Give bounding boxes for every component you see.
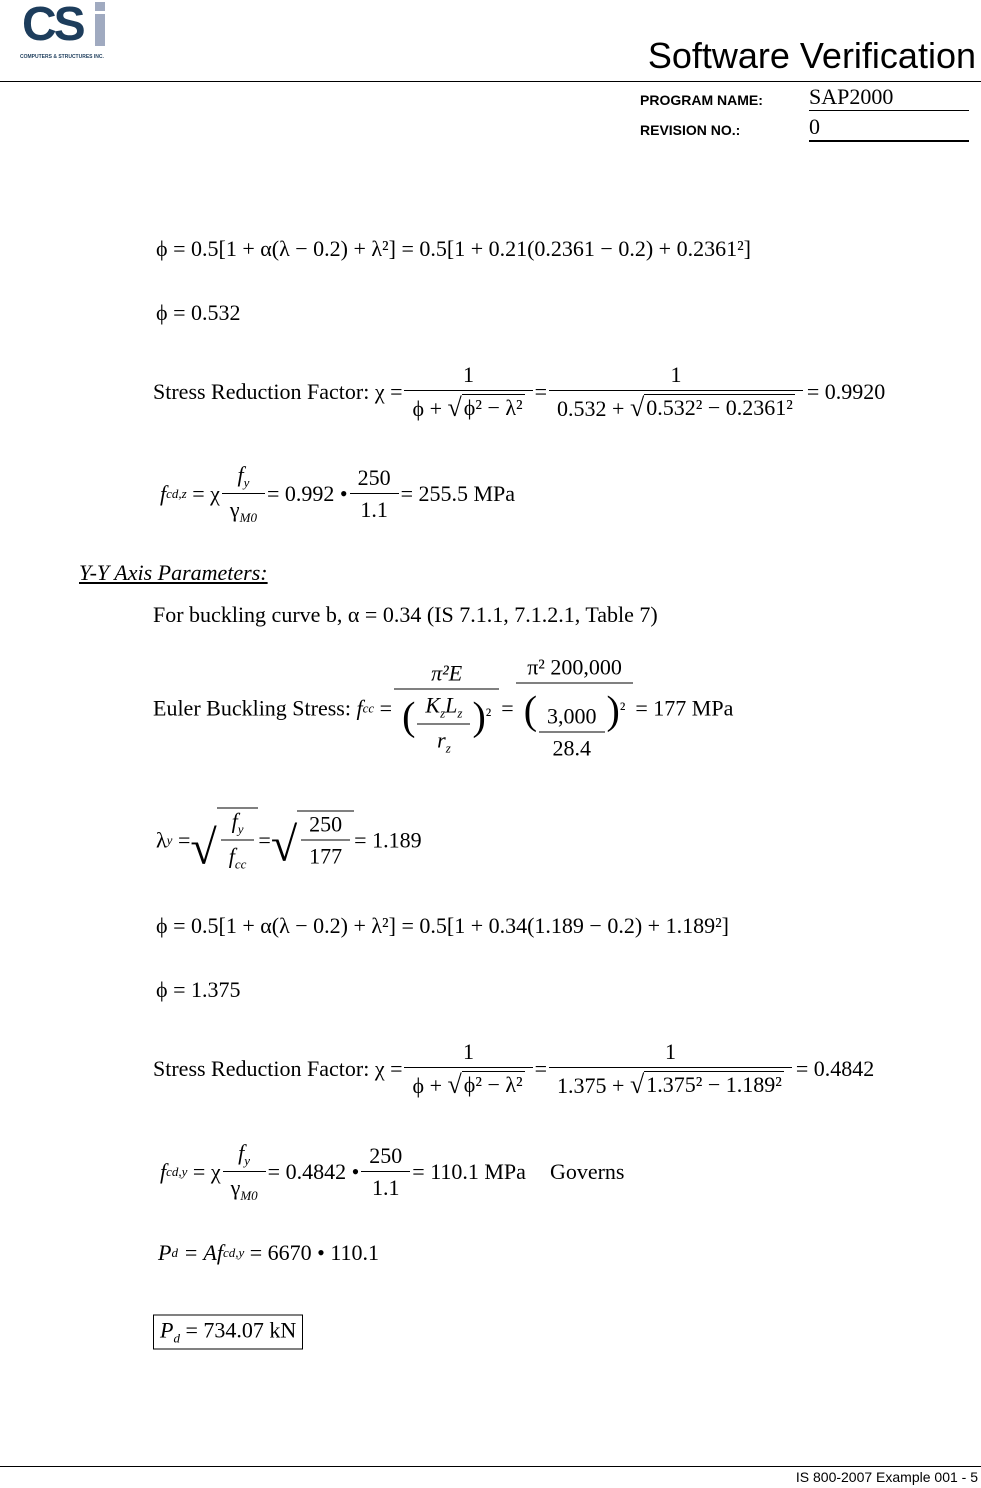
fcd-result: = 255.5 MPa	[400, 481, 516, 506]
denominator: 1.1	[360, 497, 388, 522]
pd-result-value: = 734.07 kN	[185, 1317, 297, 1343]
chi: = χ	[192, 1159, 221, 1184]
subscript: z	[457, 705, 463, 720]
phi-result-z: ϕ = 0.532	[156, 300, 241, 325]
euler-label: Euler Buckling Stress:	[153, 695, 351, 720]
subscript: M0	[240, 1188, 258, 1203]
revision-value: 0	[809, 114, 969, 142]
pd-result	[153, 1315, 303, 1350]
pd-result-box	[153, 1315, 303, 1350]
denominator	[520, 684, 630, 762]
fraction	[226, 462, 261, 526]
fraction	[225, 809, 251, 873]
radicand: 0.532² − 0.2361²	[646, 395, 793, 420]
den-text: 1.375 +	[557, 1073, 630, 1098]
numerator: 1	[404, 1039, 532, 1068]
lambda-equation	[156, 808, 422, 873]
den-text: ϕ +	[412, 1073, 448, 1098]
sqrt	[630, 394, 795, 421]
euler-equation	[153, 655, 733, 762]
sqrt-icon: √	[629, 393, 645, 422]
numerator: 1	[404, 362, 532, 391]
r: r	[437, 727, 446, 752]
sqrt-icon: √	[447, 393, 462, 422]
sqrt	[447, 1071, 524, 1098]
gamma: γ	[229, 497, 240, 522]
denominator: 1.1	[372, 1175, 400, 1200]
sqrt-icon: √	[190, 821, 217, 875]
subscript: d	[171, 1245, 178, 1260]
subscript: cc	[234, 856, 247, 872]
subscript: y	[237, 821, 244, 837]
subscript: cd,y	[222, 1245, 245, 1260]
k: K	[425, 692, 441, 717]
fraction	[553, 362, 799, 422]
fcd-mid: = 0.992 •	[266, 481, 348, 506]
fy: f	[231, 808, 238, 834]
equals: =	[177, 827, 191, 852]
inner-fraction	[543, 704, 601, 762]
f-symbol: f	[356, 695, 363, 720]
logo-subtitle: COMPUTERS & STRUCTURES INC.	[20, 54, 104, 60]
radicand	[217, 808, 259, 873]
srf-equation-z	[153, 362, 885, 422]
f-symbol: f	[160, 481, 167, 506]
den-text: 0.532 +	[557, 396, 630, 421]
fy: f	[238, 1140, 245, 1165]
logo-bar	[95, 14, 105, 46]
denominator: 177	[309, 843, 343, 869]
denominator	[226, 494, 261, 526]
chi: χ =	[374, 379, 403, 404]
equals: =	[534, 379, 548, 404]
numerator: 1	[549, 362, 803, 391]
sqrt	[630, 1071, 784, 1098]
subscript: cd,y	[166, 1164, 188, 1179]
phi-result-y: ϕ = 1.375	[156, 977, 241, 1002]
program-name-value: SAP2000	[809, 84, 969, 111]
denominator	[225, 841, 251, 873]
left-paren: (	[402, 693, 416, 739]
left-paren: (	[523, 687, 538, 733]
numerator	[221, 809, 255, 841]
subscript: d	[173, 1330, 180, 1346]
exponent: ²	[619, 699, 626, 720]
footer-page-label: IS 800-2007 Example 001 - 5	[795, 1469, 978, 1485]
fcd-mid: = 0.4842 •	[267, 1159, 360, 1184]
header-divider	[0, 81, 981, 82]
fraction	[305, 812, 346, 870]
denominator	[408, 1068, 528, 1099]
fraction	[408, 1039, 528, 1099]
denominator	[553, 1068, 788, 1099]
srf-label: Stress Reduction Factor:	[153, 379, 370, 404]
srf-label: Stress Reduction Factor:	[153, 1056, 370, 1081]
numerator: 1	[549, 1039, 792, 1068]
equals: =	[379, 695, 393, 720]
logo-letters: CS	[22, 0, 83, 51]
subscript: y	[244, 1153, 251, 1168]
subscript: z	[445, 740, 451, 755]
right-paren: )	[606, 687, 620, 733]
program-name-label: PROGRAM NAME:	[640, 92, 763, 108]
p-symbol: P	[160, 1317, 174, 1343]
numerator	[223, 1140, 266, 1172]
chi: χ =	[374, 1056, 403, 1081]
numerator	[417, 692, 470, 724]
srf-equation-y	[153, 1039, 874, 1099]
sqrt	[271, 811, 354, 870]
sqrt	[447, 394, 524, 421]
exponent: ²	[485, 704, 492, 725]
sqrt-icon: √	[270, 818, 298, 872]
page-title: Software Verification	[647, 35, 976, 76]
denominator	[433, 724, 455, 756]
section-heading: Y-Y Axis Parameters:	[79, 560, 268, 585]
fcd-result: = 110.1 MPa	[412, 1159, 526, 1184]
pd-values: = 6670 • 110.1	[249, 1240, 380, 1265]
euler-result: = 177 MPa	[635, 695, 734, 720]
pd-eq: = Af	[183, 1240, 223, 1265]
equals: =	[501, 695, 514, 720]
subscript: z	[440, 705, 446, 720]
sqrt-icon: √	[447, 1070, 462, 1099]
subscript: cd,z	[166, 486, 187, 501]
denominator	[227, 1172, 262, 1204]
denominator	[408, 391, 528, 422]
denominator: 28.4	[552, 735, 592, 761]
l: L	[445, 692, 458, 717]
footer-divider	[0, 1466, 981, 1467]
fcd-equation-z	[160, 462, 515, 526]
csi-logo	[4, 0, 116, 66]
phi-equation-y: ϕ = 0.5[1 + α(λ − 0.2) + λ²] = 0.5[1 + 0.34(1.189 − 0.2) + 1.189²]	[156, 913, 729, 938]
fraction	[365, 1143, 406, 1201]
sqrt	[190, 808, 258, 873]
fcc: f	[228, 843, 235, 869]
numerator: 3,000	[539, 704, 605, 733]
numerator: π²E	[394, 660, 499, 689]
numerator	[222, 462, 265, 494]
fraction	[520, 655, 630, 762]
numerator: 250	[361, 1143, 410, 1172]
revision-label: REVISION NO.:	[640, 122, 741, 138]
lambda-result: = 1.189	[354, 827, 422, 852]
buckling-curve-text: For buckling curve b, α = 0.34 (IS 7.1.1, 7.1.2.1, Table 7)	[153, 602, 658, 627]
fraction	[227, 1140, 262, 1204]
fcd-equation-y	[160, 1140, 624, 1204]
denominator	[398, 689, 495, 756]
subscript: y	[166, 832, 173, 847]
fraction	[398, 660, 495, 756]
radicand	[297, 811, 354, 870]
den-text: ϕ +	[412, 396, 448, 421]
gamma: γ	[230, 1175, 241, 1200]
numerator: 250	[350, 465, 399, 494]
sqrt-icon: √	[629, 1070, 645, 1099]
p-symbol: P	[158, 1240, 172, 1265]
equals: =	[534, 1056, 548, 1081]
fraction	[553, 1039, 788, 1099]
chi: = χ	[192, 481, 220, 506]
srf-result: = 0.4842	[795, 1056, 875, 1081]
fraction	[354, 465, 395, 523]
srf-result: = 0.9920	[806, 379, 886, 404]
f-symbol: f	[160, 1159, 167, 1184]
governs-note: Governs	[549, 1159, 625, 1184]
fy: f	[237, 462, 244, 487]
radicand: 1.375² − 1.189²	[646, 1072, 782, 1097]
subscript: y	[243, 475, 250, 490]
pd-equation	[158, 1240, 379, 1266]
numerator: π² 200,000	[516, 655, 634, 684]
numerator: 250	[301, 812, 350, 841]
logo-dot	[95, 2, 105, 11]
right-paren: )	[472, 693, 486, 739]
subscript: cc	[362, 700, 375, 715]
radicand: ϕ² − λ²	[463, 395, 523, 420]
subscript: M0	[239, 510, 257, 525]
radicand: ϕ² − λ²	[463, 1072, 523, 1097]
phi-equation-z: ϕ = 0.5[1 + α(λ − 0.2) + λ²] = 0.5[1 + 0.21(0.2361 − 0.2) + 0.2361²]	[156, 236, 751, 261]
inner-fraction	[421, 692, 466, 756]
denominator	[553, 391, 799, 422]
fraction	[408, 362, 528, 422]
lambda: λ	[156, 827, 167, 852]
equals: =	[258, 827, 271, 852]
